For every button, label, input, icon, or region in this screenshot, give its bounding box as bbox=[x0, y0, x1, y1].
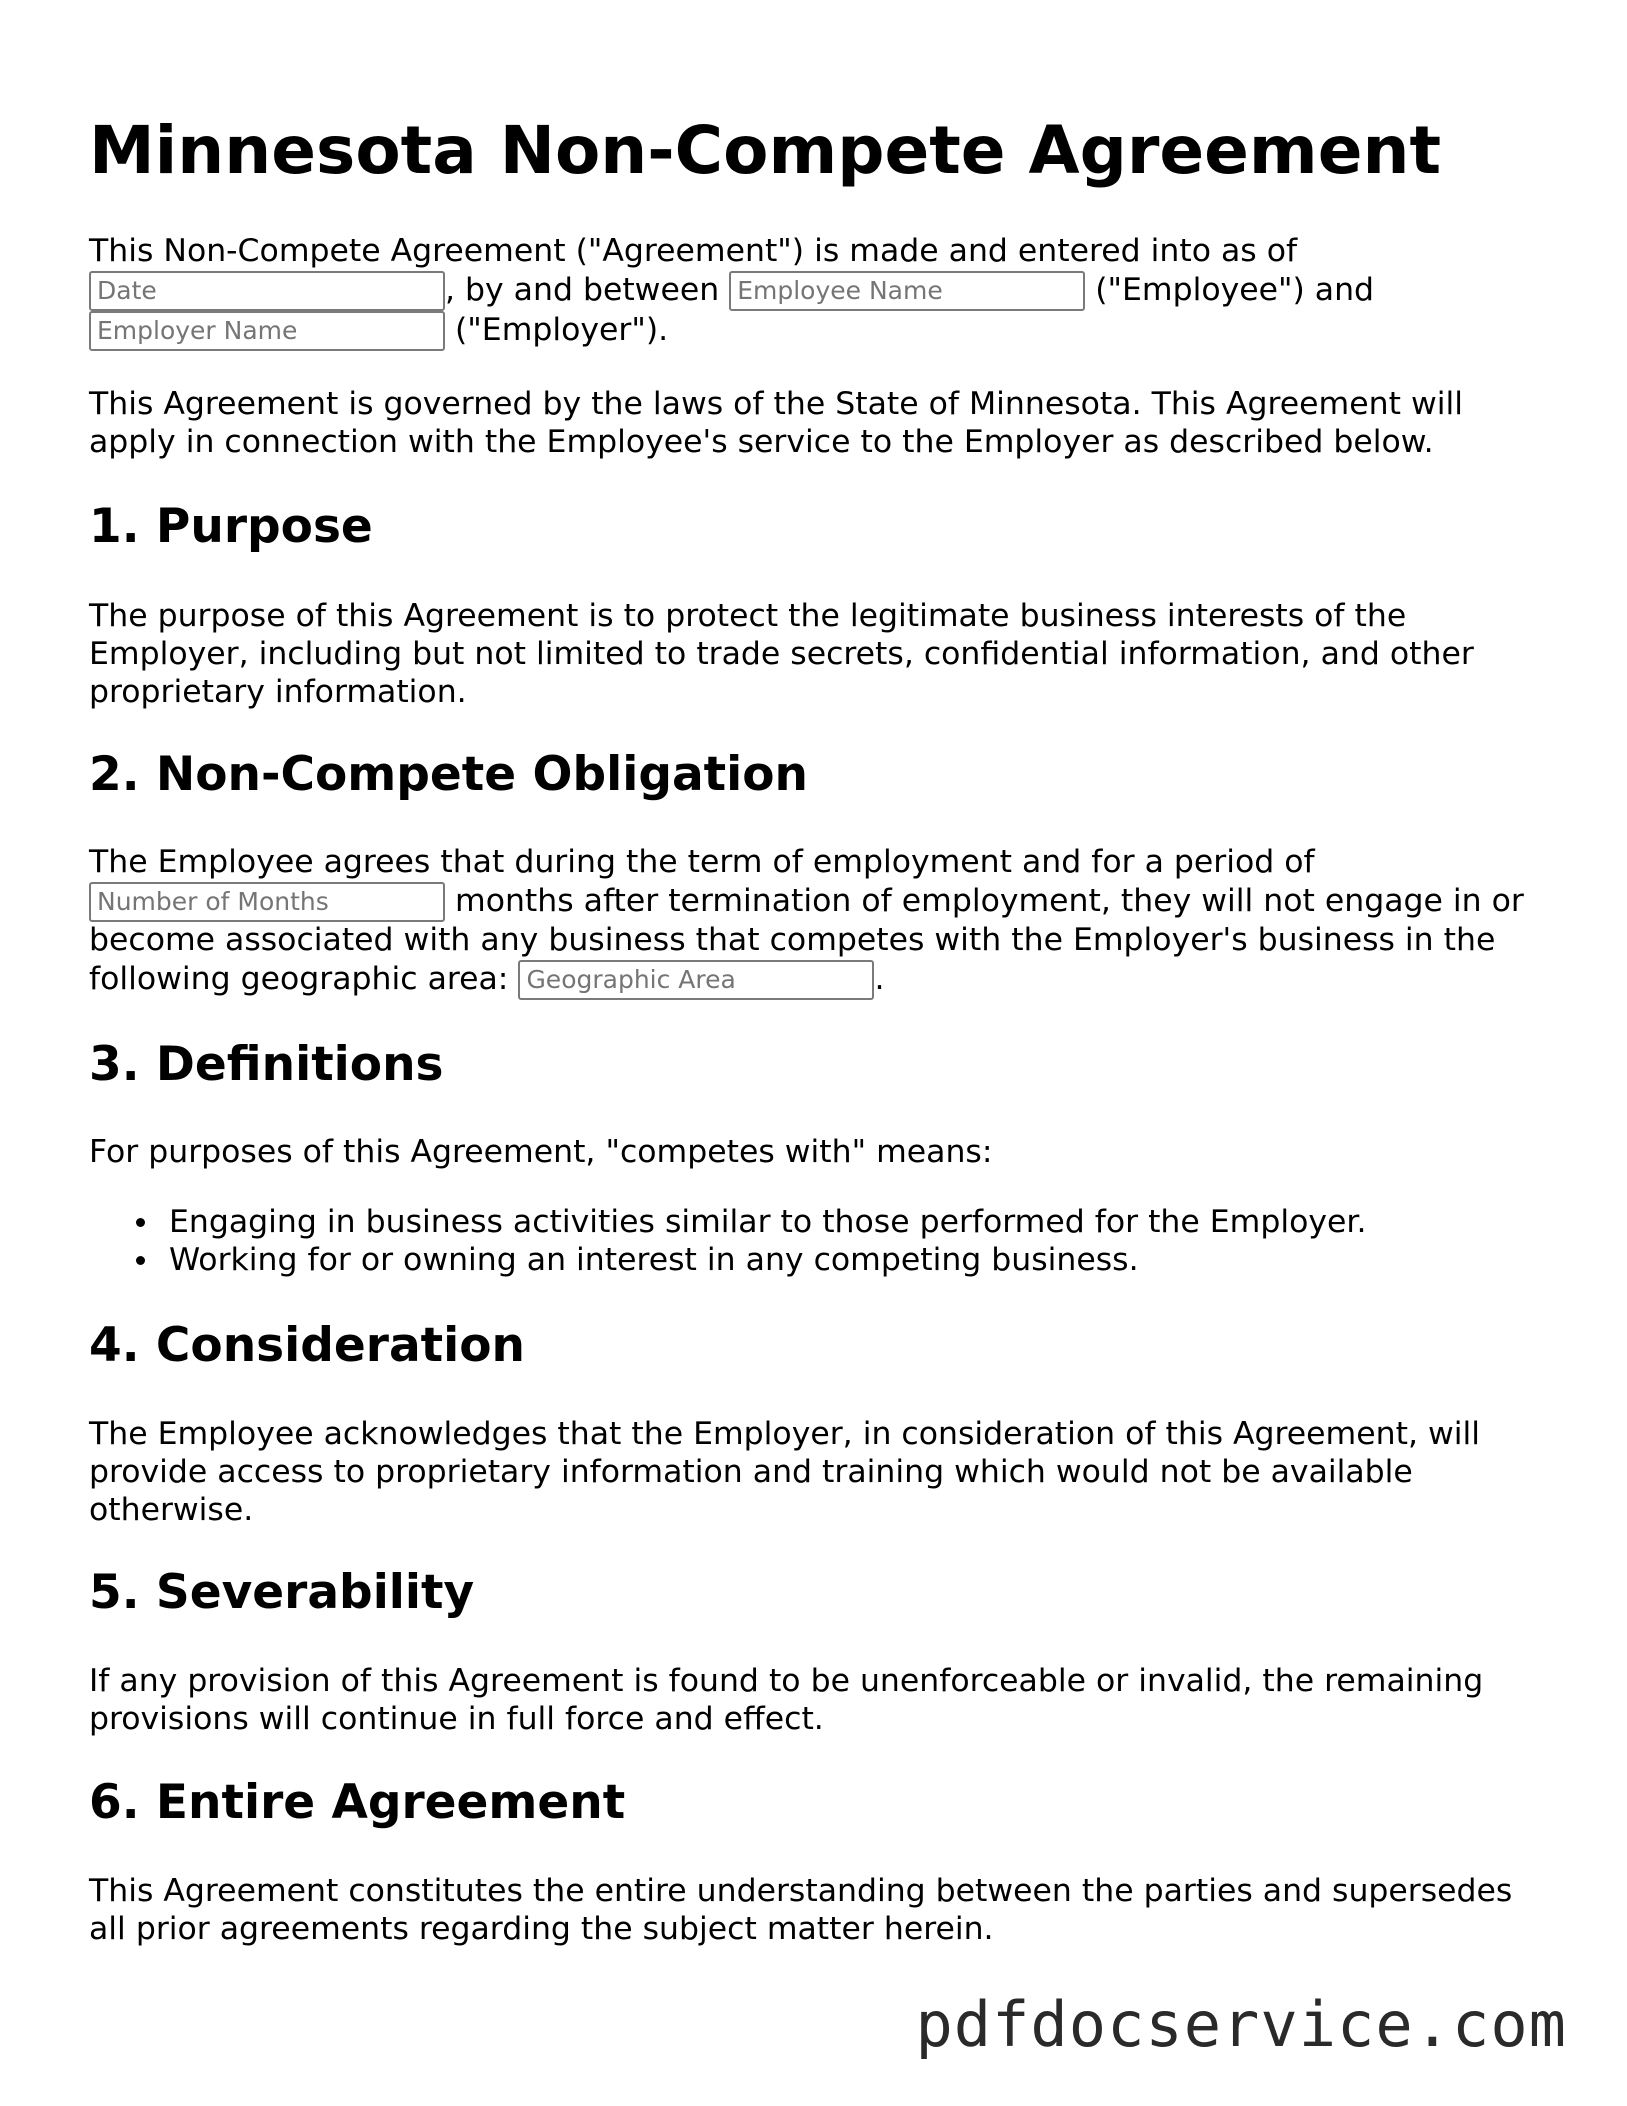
governing-line: apply in connection with the Employee's service to the Employer as described below. bbox=[89, 424, 1434, 460]
page-title: Minnesota Non-Compete Agreement bbox=[89, 112, 1442, 189]
list-item-text: Working for or owning an interest in any competing business. bbox=[169, 1242, 1139, 1278]
governing-law-paragraph bbox=[89, 385, 1549, 461]
section-body-consideration bbox=[89, 1415, 1549, 1529]
section-heading-severability: 5. Severability bbox=[89, 1565, 475, 1620]
body-line: This Agreement constitutes the entire understanding between the parties and supersedes bbox=[89, 1873, 1513, 1909]
body-line: The Employee acknowledges that the Employer, in consideration of this Agreement, will bbox=[89, 1416, 1480, 1452]
body-text: . bbox=[874, 961, 885, 997]
employee-name-field[interactable]: Employee Name bbox=[729, 271, 1085, 311]
bullet-icon bbox=[136, 1256, 145, 1265]
section-body-entire-agreement bbox=[89, 1872, 1549, 1948]
section-heading-consideration: 4. Consideration bbox=[89, 1318, 525, 1373]
section-body-severability bbox=[89, 1662, 1549, 1738]
list-item-text: Engaging in business activities similar to those performed for the Employer. bbox=[169, 1204, 1367, 1240]
body-line: provide access to proprietary information and training which would not be available bbox=[89, 1454, 1413, 1490]
intro-line-2 bbox=[89, 270, 1549, 310]
intro-text-4: ("Employer"). bbox=[455, 312, 669, 348]
number-of-months-field[interactable]: Number of Months bbox=[89, 882, 445, 922]
intro-text-1: This Non-Compete Agreement ("Agreement") is made and entered into as of bbox=[89, 233, 1298, 269]
watermark-text: pdfdocservice.com bbox=[915, 1988, 1567, 2061]
list-item bbox=[89, 1203, 1366, 1241]
body-line: The Employee agrees that during the term of employment and for a period of bbox=[89, 844, 1315, 880]
section-body-definitions bbox=[89, 1133, 1549, 1171]
body-line-with-field bbox=[89, 881, 1549, 921]
body-text: months after termination of employment, they will not engage in or bbox=[455, 883, 1524, 919]
section-heading-definitions: 3. Definitions bbox=[89, 1037, 444, 1092]
section-heading-purpose: 1. Purpose bbox=[89, 499, 373, 554]
section-body-purpose bbox=[89, 597, 1549, 711]
intro-text-2: , by and between bbox=[445, 272, 720, 308]
geographic-area-field[interactable]: Geographic Area bbox=[518, 960, 874, 1000]
employer-name-field[interactable]: Employer Name bbox=[89, 311, 445, 351]
definitions-list bbox=[89, 1203, 1366, 1279]
body-line: If any provision of this Agreement is found to be unenforceable or invalid, the remaining bbox=[89, 1663, 1484, 1699]
body-line: Employer, including but not limited to trade secrets, confidential information, and other bbox=[89, 636, 1474, 672]
body-line: all prior agreements regarding the subject matter herein. bbox=[89, 1911, 994, 1947]
date-field[interactable]: Date bbox=[89, 271, 445, 311]
section-body-non-compete bbox=[89, 843, 1549, 999]
intro-paragraph bbox=[89, 232, 1549, 350]
bullet-icon bbox=[136, 1218, 145, 1227]
body-line: The purpose of this Agreement is to protect the legitimate business interests of the bbox=[89, 598, 1407, 634]
body-line-with-field bbox=[89, 959, 1549, 999]
section-heading-non-compete: 2. Non-Compete Obligation bbox=[89, 747, 808, 802]
list-item bbox=[89, 1241, 1366, 1279]
body-line: For purposes of this Agreement, "competes with" means: bbox=[89, 1134, 993, 1170]
body-text: following geographic area: bbox=[89, 961, 509, 997]
body-line: provisions will continue in full force and effect. bbox=[89, 1701, 824, 1737]
body-line: otherwise. bbox=[89, 1492, 254, 1528]
governing-line: This Agreement is governed by the laws of the State of Minnesota. This Agreement will bbox=[89, 386, 1463, 422]
body-line: become associated with any business that competes with the Employer's business in the bbox=[89, 922, 1496, 958]
section-heading-entire-agreement: 6. Entire Agreement bbox=[89, 1775, 626, 1830]
intro-text-3: ("Employee") and bbox=[1095, 272, 1375, 308]
body-line: proprietary information. bbox=[89, 674, 467, 710]
intro-line-3 bbox=[89, 310, 1549, 350]
